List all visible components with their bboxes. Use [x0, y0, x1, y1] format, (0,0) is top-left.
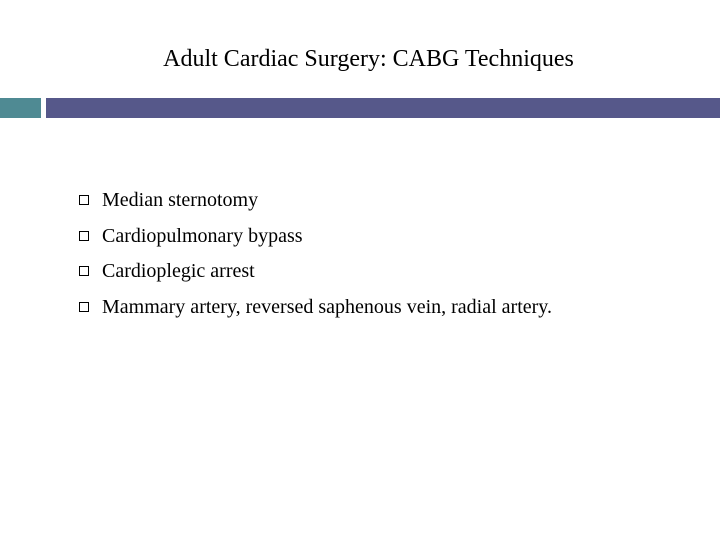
bullet-list — [0, 186, 552, 328]
bullet-item — [0, 293, 552, 329]
bullet-text: Median sternotomy — [102, 189, 259, 211]
bullet-item — [0, 257, 552, 293]
square-bullet-icon — [79, 195, 89, 205]
bullet-text: Cardioplegic arrest — [102, 260, 255, 282]
bullet-item — [0, 186, 552, 222]
title-accent-bar-teal — [0, 98, 41, 118]
square-bullet-icon — [79, 266, 89, 276]
bullet-text: Cardiopulmonary bypass — [102, 224, 303, 247]
bullet-text: Mammary artery, reversed saphenous vein, radial artery. — [102, 295, 552, 318]
square-bullet-icon — [79, 231, 89, 241]
square-bullet-icon — [79, 302, 89, 312]
title-accent-bar-navy — [46, 98, 720, 118]
slide-title: Adult Cardiac Surgery: CABG Techniques — [163, 46, 574, 72]
bullet-item — [0, 222, 552, 258]
